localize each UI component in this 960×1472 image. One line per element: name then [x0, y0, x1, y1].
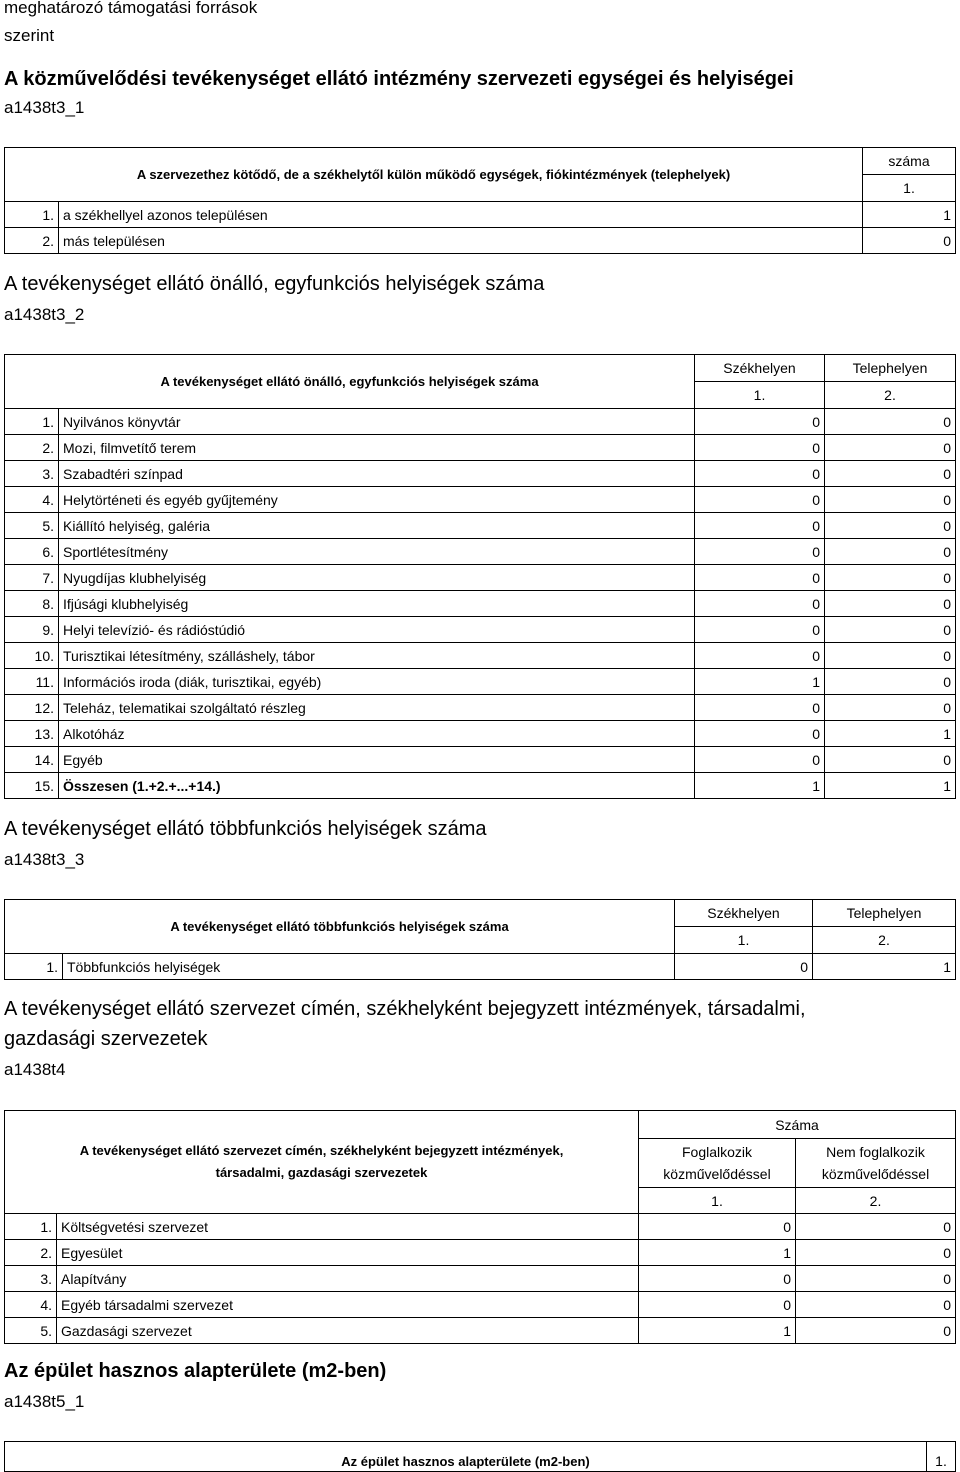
- row-num: 4.: [5, 1292, 57, 1318]
- row-value-2: 0: [825, 695, 956, 721]
- row-value-2: 0: [825, 643, 956, 669]
- table-row: [5, 1214, 956, 1240]
- row-value-1: 1: [695, 669, 825, 695]
- row-label: Szabadtéri színpad: [59, 461, 695, 487]
- total-row: [5, 773, 956, 799]
- row-num: 3.: [5, 461, 59, 487]
- section2-title: A tevékenységet ellátó önálló, egyfunkciós helyiségek száma: [4, 273, 545, 295]
- section5-title: Az épület hasznos alapterülete (m2-ben): [4, 1360, 387, 1382]
- section1-col-label: száma: [863, 148, 956, 175]
- row-label: Információs iroda (diák, turisztikai, egyéb): [59, 669, 695, 695]
- row-num: 7.: [5, 565, 59, 591]
- row-label: Egyesület: [57, 1240, 639, 1266]
- row-value-2: 0: [796, 1214, 956, 1240]
- row-value-1: 0: [695, 643, 825, 669]
- row-label: Sportlétesítmény: [59, 539, 695, 565]
- row-value-1: 0: [695, 461, 825, 487]
- section5-table: [4, 1441, 956, 1472]
- section5-header: Az épület hasznos alapterülete (m2-ben): [5, 1442, 927, 1472]
- section2-col1-num: 1.: [695, 382, 825, 409]
- table-row: [5, 721, 956, 747]
- row-value-2: 0: [825, 747, 956, 773]
- table-row: [5, 1318, 956, 1344]
- row-num: 5.: [5, 1318, 57, 1344]
- row-label: Nyugdíjas klubhelyiség: [59, 565, 695, 591]
- row-label: Egyéb: [59, 747, 695, 773]
- row-value-2: 0: [796, 1240, 956, 1266]
- table-row: [5, 1266, 956, 1292]
- row-value-2: 0: [825, 539, 956, 565]
- section3-code: a1438t3_3: [4, 850, 85, 869]
- table-row: [5, 695, 956, 721]
- row-value-2: 0: [796, 1292, 956, 1318]
- section2-col1-label: Székhelyen: [695, 355, 825, 382]
- row-value-2: 0: [825, 669, 956, 695]
- row-num: 4.: [5, 487, 59, 513]
- row-num: 13.: [5, 721, 59, 747]
- intro-line-1: meghatározó támogatási források: [4, 0, 258, 17]
- row-label: Turisztikai létesítmény, szálláshely, tábor: [59, 643, 695, 669]
- row-num: 8.: [5, 591, 59, 617]
- row-num: 1.: [5, 409, 59, 435]
- row-label: Összesen (1.+2.+...+14.): [59, 773, 695, 799]
- row-value-1: 0: [695, 409, 825, 435]
- table-row: [5, 954, 956, 980]
- row-value: 0: [863, 228, 956, 254]
- row-label: Ifjúsági klubhelyiség: [59, 591, 695, 617]
- row-value-1: 0: [639, 1292, 796, 1318]
- row-label: Mozi, filmvetítő terem: [59, 435, 695, 461]
- row-num: 14.: [5, 747, 59, 773]
- section4-header-line-1: A tevékenységet ellátó szervezet címén, székhelyként bejegyzett intézmények,: [79, 1143, 564, 1158]
- row-label: Többfunkciós helyiségek: [63, 954, 675, 980]
- section1-title: A közművelődési tevékenységet ellátó intézmény szervezeti egységei és helyiségei: [4, 68, 794, 90]
- table-row: [5, 747, 956, 773]
- row-value-seat: 1: [695, 773, 825, 799]
- section4-col1-num: 1.: [639, 1188, 796, 1214]
- row-num: 1.: [5, 954, 63, 980]
- section4-col2-label: [796, 1139, 956, 1188]
- row-label: a székhellyel azonos településen: [59, 202, 863, 228]
- table-row: [5, 617, 956, 643]
- section3-title: A tevékenységet ellátó többfunkciós helyiségek száma: [4, 818, 487, 840]
- row-num: 3.: [5, 1266, 57, 1292]
- row-value-1: 0: [639, 1214, 796, 1240]
- row-label: más településen: [59, 228, 863, 254]
- section4-col2-label-line-1: Nem foglalkozik: [826, 1144, 925, 1160]
- section2-table: [4, 354, 956, 799]
- row-num: 6.: [5, 539, 59, 565]
- table-row: [5, 539, 956, 565]
- row-value-1: 0: [695, 435, 825, 461]
- section2-code: a1438t3_2: [4, 305, 85, 324]
- row-value-1: 0: [695, 487, 825, 513]
- row-value-1: 0: [695, 721, 825, 747]
- section4-header-line-2: társadalmi, gazdasági szervezetek: [215, 1165, 428, 1180]
- intro-line-2: szerint: [4, 26, 55, 45]
- section3-col2-num: 2.: [813, 927, 956, 954]
- row-label: Helyi televízió- és rádióstúdió: [59, 617, 695, 643]
- section4-code: a1438t4: [4, 1060, 66, 1079]
- section4-col1-label-line-1: Foglalkozik: [681, 1144, 753, 1160]
- row-value-1: 0: [695, 513, 825, 539]
- row-label: Teleház, telematikai szolgáltató részleg: [59, 695, 695, 721]
- table-row: [5, 461, 956, 487]
- row-value-2: 0: [825, 409, 956, 435]
- row-value-2: 1: [825, 721, 956, 747]
- section4-col1-label: [639, 1139, 796, 1188]
- section4-col2-num: 2.: [796, 1188, 956, 1214]
- row-num: 9.: [5, 617, 59, 643]
- table-row: [5, 591, 956, 617]
- section1-col-num: 1.: [863, 175, 956, 202]
- table-row: [5, 409, 956, 435]
- section3-col2-label: Telephelyen: [813, 900, 956, 927]
- row-num: 5.: [5, 513, 59, 539]
- row-num: 15.: [5, 773, 59, 799]
- row-num: 1.: [5, 1214, 57, 1240]
- row-value-2: 0: [825, 435, 956, 461]
- section1-header: A szervezethez kötődő, de a székhelytől külön működő egységek, fiókintézmények (telephelyek): [5, 148, 863, 202]
- section3-table: [4, 899, 956, 980]
- section2-header: A tevékenységet ellátó önálló, egyfunkciós helyiségek száma: [5, 355, 695, 409]
- section4-table: [4, 1110, 956, 1344]
- section1-code: a1438t3_1: [4, 98, 85, 117]
- section4-header: [5, 1111, 639, 1214]
- section4-col2-label-line-2: közművelődéssel: [821, 1166, 930, 1182]
- section2-col2-label: Telephelyen: [825, 355, 956, 382]
- row-value-1: 0: [695, 617, 825, 643]
- row-value-seat: 0: [675, 954, 813, 980]
- table-row: [5, 513, 956, 539]
- row-value-2: 0: [796, 1318, 956, 1344]
- row-value-1: 0: [695, 565, 825, 591]
- row-value: 1: [863, 202, 956, 228]
- row-value-1: 1: [639, 1240, 796, 1266]
- row-num: 2.: [5, 435, 59, 461]
- table-row: [5, 1292, 956, 1318]
- row-value-2: 0: [825, 617, 956, 643]
- row-value-1: 0: [695, 747, 825, 773]
- row-label: Nyilvános könyvtár: [59, 409, 695, 435]
- table-row: [5, 643, 956, 669]
- row-label: Gazdasági szervezet: [57, 1318, 639, 1344]
- row-label: Kiállító helyiség, galéria: [59, 513, 695, 539]
- row-value-2: 0: [796, 1266, 956, 1292]
- row-value-1: 0: [639, 1266, 796, 1292]
- row-num: 2.: [5, 1240, 57, 1266]
- row-value-2: 0: [825, 513, 956, 539]
- section4-title-line-2: gazdasági szervezetek: [4, 1028, 208, 1050]
- section4-group-label: Száma: [639, 1111, 956, 1139]
- section3-header: A tevékenységet ellátó többfunkciós helyiségek száma: [5, 900, 675, 954]
- row-value-2: 0: [825, 487, 956, 513]
- row-num: 12.: [5, 695, 59, 721]
- section1-table: [4, 147, 956, 254]
- row-label: Alkotóház: [59, 721, 695, 747]
- row-value-1: 0: [695, 695, 825, 721]
- row-value-1: 1: [639, 1318, 796, 1344]
- table-row: [5, 202, 956, 228]
- section4-col1-label-line-2: közművelődéssel: [663, 1166, 771, 1182]
- row-value-site: 1: [813, 954, 956, 980]
- table-row: [5, 669, 956, 695]
- table-row: [5, 565, 956, 591]
- table-row: [5, 1240, 956, 1266]
- row-label: Alapítvány: [57, 1266, 639, 1292]
- table-row: [5, 228, 956, 254]
- row-label: Költségvetési szervezet: [57, 1214, 639, 1240]
- row-value-1: 0: [695, 591, 825, 617]
- section2-col2-num: 2.: [825, 382, 956, 409]
- section5-code: a1438t5_1: [4, 1392, 85, 1411]
- row-value-site: 1: [825, 773, 956, 799]
- row-num: 10.: [5, 643, 59, 669]
- row-label: Helytörténeti és egyéb gyűjtemény: [59, 487, 695, 513]
- section4-title-line-1: A tevékenységet ellátó szervezet címén, székhelyként bejegyzett intézmények, társadalmi,: [4, 998, 806, 1020]
- section3-col1-label: Székhelyen: [675, 900, 813, 927]
- table-row: [5, 487, 956, 513]
- table-row: [5, 435, 956, 461]
- row-label: Egyéb társadalmi szervezet: [57, 1292, 639, 1318]
- row-value-1: 0: [695, 539, 825, 565]
- row-value-2: 0: [825, 565, 956, 591]
- row-num: 2.: [5, 228, 59, 254]
- row-value-2: 0: [825, 591, 956, 617]
- row-num: 1.: [5, 202, 59, 228]
- row-num: 11.: [5, 669, 59, 695]
- section3-col1-num: 1.: [675, 927, 813, 954]
- row-value-2: 0: [825, 461, 956, 487]
- section5-col-num: 1.: [927, 1442, 956, 1472]
